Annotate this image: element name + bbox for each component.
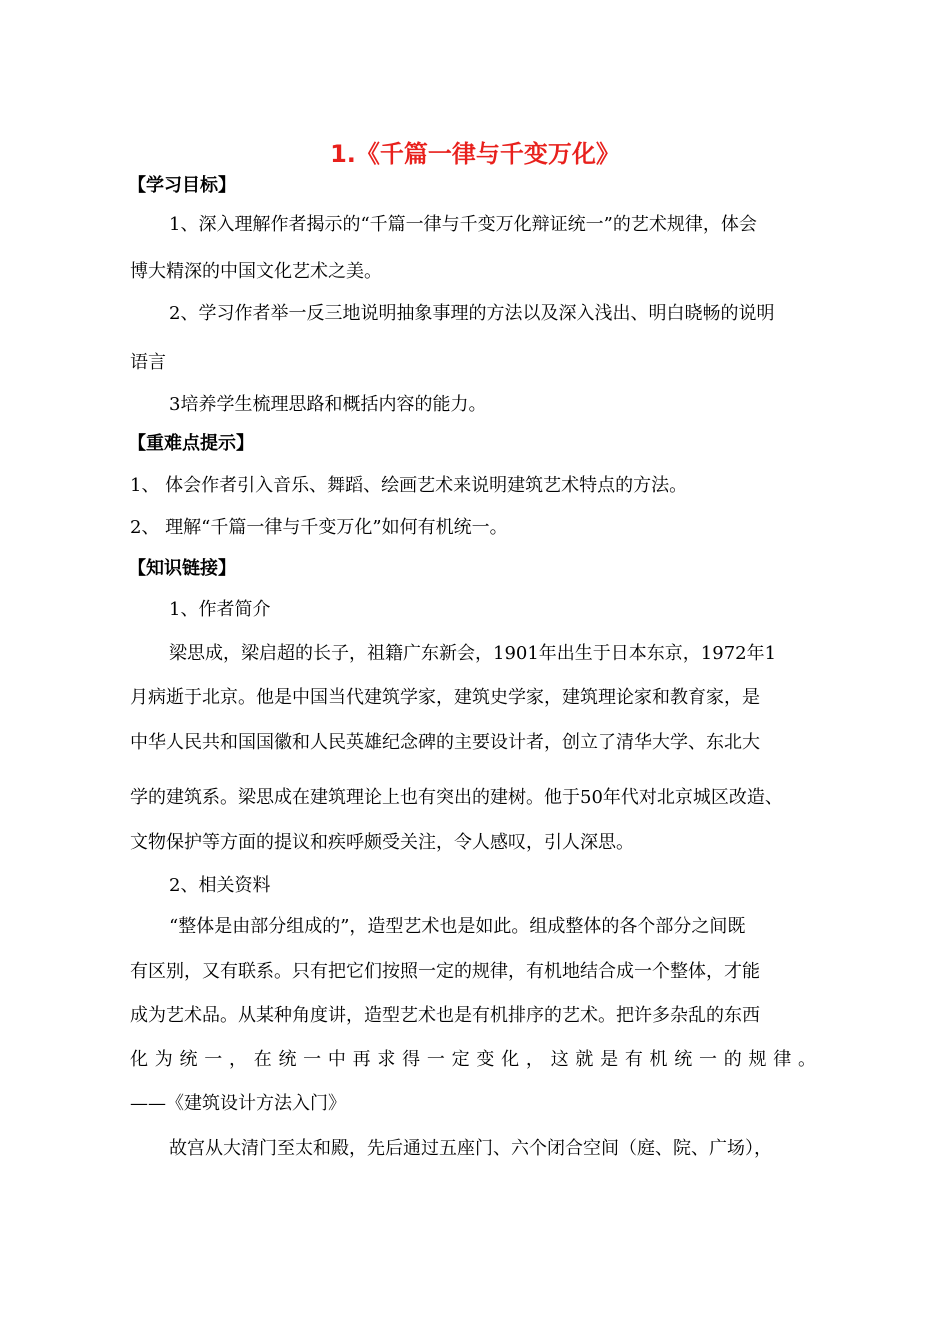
keypoint-2: 2、 理解“千篇一律与千变万化”如何有机统一。	[130, 517, 508, 538]
section-heading-objectives: 【学习目标】	[128, 175, 236, 196]
gugong-line-1: 故宫从大清门至太和殿，先后通过五座门、六个闭合空间（庭、院、广场），	[169, 1138, 772, 1159]
section-heading-knowledge: 【知识链接】	[128, 558, 236, 579]
objective-1-line-2: 博大精深的中国文化艺术之美。	[130, 261, 382, 282]
bio-line-2: 月病逝于北京。他是中国当代建筑学家，建筑史学家，建筑理论家和教育家，是	[130, 687, 760, 708]
reference-line-1: “整体是由部分组成的”，造型艺术也是如此。组成整体的各个部分之间既	[169, 916, 746, 937]
bio-line-1: 梁思成，梁启超的长子，祖籍广东新会，1901年出生于日本东京，1972年1	[169, 643, 777, 664]
objective-3: 3培养学生梳理思路和概括内容的能力。	[169, 394, 487, 415]
reference-line-2: 有区别，又有联系。只有把它们按照一定的规律，有机地结合成一个整体，才能	[130, 961, 760, 982]
bio-line-5: 文物保护等方面的提议和疾呼颇受关注，令人感叹，引人深思。	[130, 832, 634, 853]
objective-2-line-1: 2、学习作者举一反三地说明抽象事理的方法以及深入浅出、明白晓畅的说明	[169, 303, 775, 324]
bio-line-4: 学的建筑系。梁思成在建筑理论上也有突出的建树。他于50年代对北京城区改造、	[130, 787, 783, 808]
page-title: 1.《千篇一律与千变万化》	[330, 140, 620, 168]
reference-line-3: 成为艺术品。从某种角度讲，造型艺术也是有机排序的艺术。把许多杂乱的东西	[130, 1005, 760, 1026]
objective-2-line-2: 语言	[130, 352, 166, 373]
objective-1-line-1: 1、深入理解作者揭示的“千篇一律与千变万化辩证统一”的艺术规律，体会	[169, 214, 757, 235]
reference-source: ——《建筑设计方法入门》	[130, 1093, 346, 1114]
subheading-author-intro: 1、作者简介	[169, 599, 271, 620]
section-heading-keypoints: 【重难点提示】	[128, 433, 254, 454]
subheading-related-materials: 2、相关资料	[169, 875, 271, 896]
bio-line-3: 中华人民共和国国徽和人民英雄纪念碑的主要设计者，创立了清华大学、东北大	[130, 732, 760, 753]
keypoint-1: 1、 体会作者引入音乐、舞蹈、绘画艺术来说明建筑艺术特点的方法。	[130, 475, 688, 496]
reference-line-4: 化为统一，在统一中再求得一定变化，这就是有机统一的规律。	[130, 1049, 816, 1070]
